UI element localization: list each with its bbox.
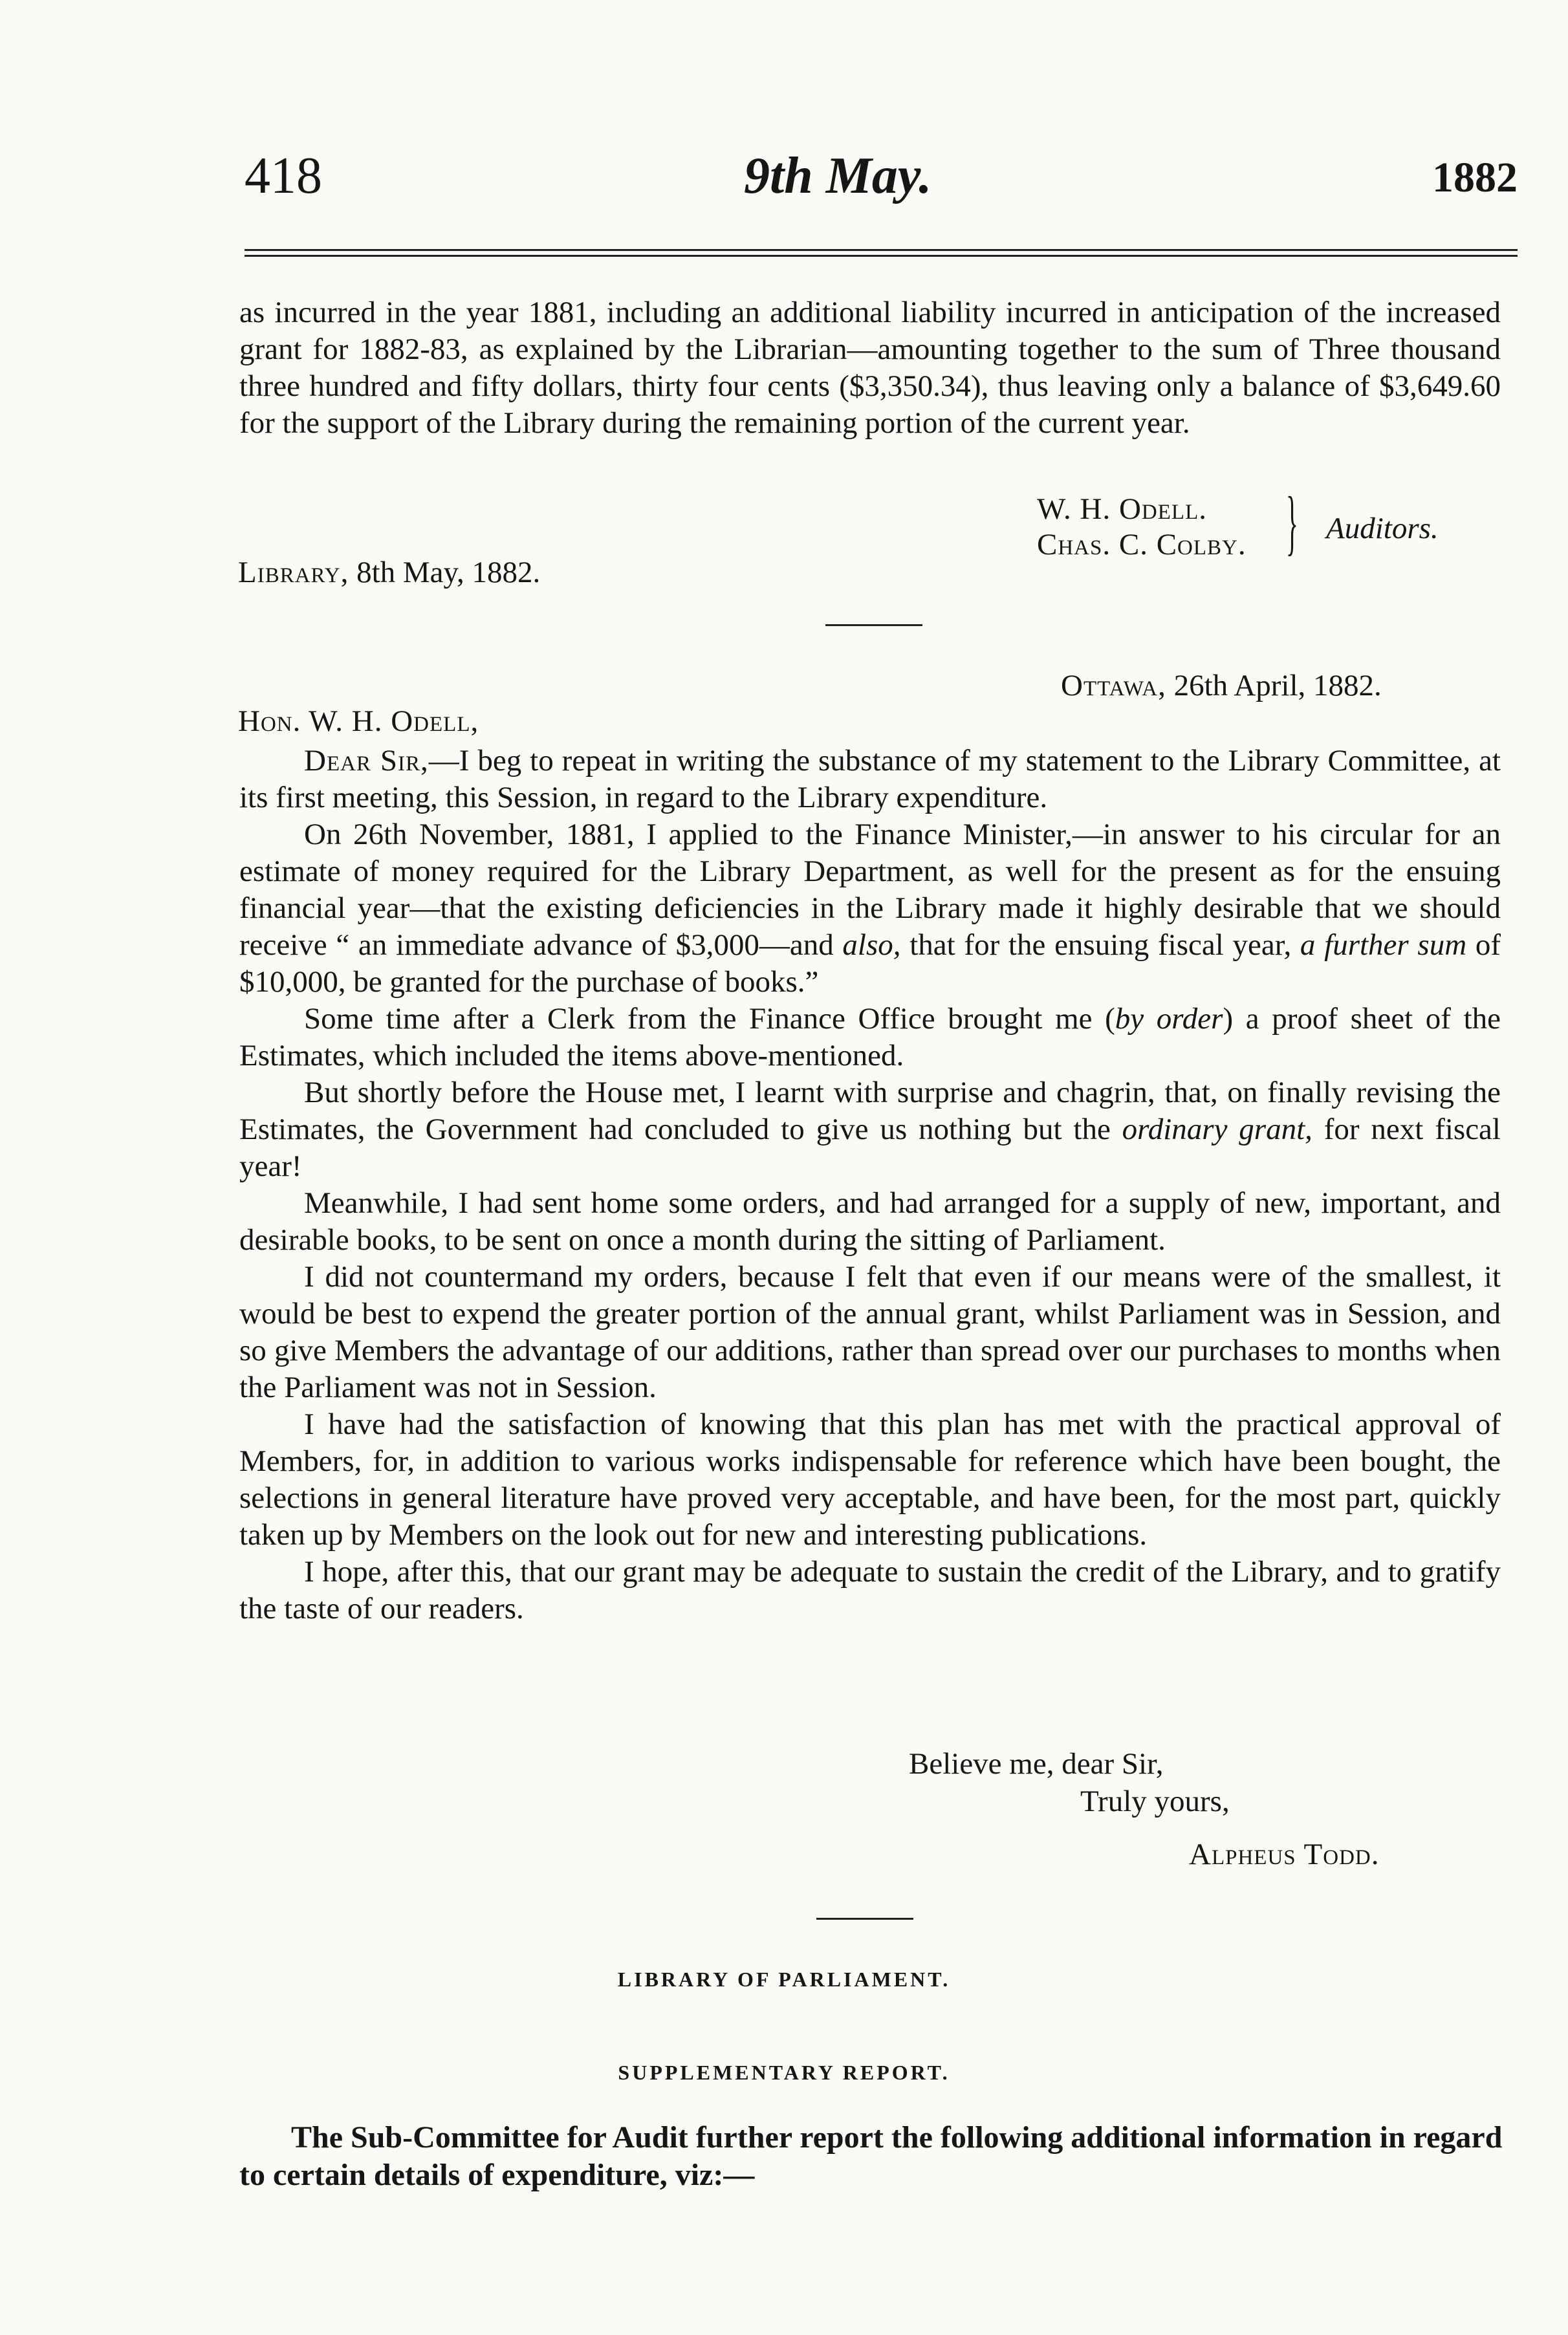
letter-salutation: Dear Sir, (304, 744, 429, 777)
letter-paragraph-1 (239, 743, 1501, 816)
header-rule-top (245, 249, 1518, 251)
p4-part-b: for next fiscal year! (239, 1113, 1501, 1183)
letter-paragraph-6: I did not countermand my orders, because I felt that even if our means were of the smallest, it would be best to expend the greater portion of the annual grant, whilst Parliament was in Session, and so give Members the advantage of our additions, rather than spread over our purchases to months when the Parliament was not in Session. (239, 1260, 1501, 1404)
letter-paragraph-8: I hope, after this, that our grant may be adequate to sustain the credit of the Library, and to gratify the taste of our readers. (239, 1555, 1501, 1625)
p3-by-order: by order (1115, 1002, 1223, 1036)
letter-dateline (1061, 668, 1382, 703)
page-number: 418 (245, 147, 322, 204)
p2-further-sum: a further sum (1300, 928, 1467, 962)
p2-also: also, (842, 928, 901, 962)
section-divider-1 (825, 624, 922, 626)
letter-closing-1: Believe me, dear Sir, (909, 1747, 1164, 1781)
letter-date: 26th April, 1882. (1173, 669, 1382, 702)
letter-paragraph-7: I have had the satisfaction of knowing that this plan has met with the practical approval of Members, for, in addition to various works indispensable for reference which have been bought, the selections in general literature have proved very acceptable, and have been, for the most part, quickly taken up by Members on the look out for new and interesting publications. (239, 1407, 1501, 1552)
page-date-heading: 9th May. (744, 147, 932, 204)
auditor-names (1037, 492, 1247, 563)
library-dateline-date: 8th May, 1882. (356, 556, 541, 589)
letter-paragraph-4 (239, 1074, 1501, 1185)
auditor-odell: W. H. Odell. (1037, 492, 1207, 526)
p3-part-a: Some time after a Clerk from the Finance Office brought me ( (304, 1002, 1115, 1036)
letter-recipient: Hon. W. H. Odell, (238, 704, 479, 738)
auditors-label: Auditors. (1326, 512, 1439, 545)
letter-closing-2: Truly yours, (1080, 1785, 1230, 1818)
audit-paragraph-text: as incurred in the year 1881, including an additional liability incurred in anticipation of the increased grant for 1882-83, as explained by the Librarian—amounting together to the sum of Three thousand three hundred and fifty dollars, thirty four cents ($3,350.34), thus leaving only a balance of $3,649.60 for the support of the Library during the remaining portion of the current year. (239, 296, 1501, 440)
library-dateline (238, 555, 540, 590)
letter-paragraph-3 (239, 1001, 1501, 1074)
p4-part-a: But shortly before the House met, I learnt with surprise and chagrin, that, on finally revising the Estimates, the Government had concluded to give us nothing but the (239, 1076, 1501, 1146)
letter-signature: Alpheus Todd. (1189, 1838, 1380, 1871)
letter-paragraph-5: Meanwhile, I had sent home some orders, and had arranged for a supply of new, important, and desirable books, to be sent on once a month during the sitting of Parliament. (239, 1186, 1501, 1257)
auditor-colby: Chas. C. Colby. (1037, 528, 1247, 561)
letter-paragraph-2 (239, 816, 1501, 1001)
letter-body (239, 743, 1501, 1627)
header-rule-bottom (245, 255, 1518, 257)
p2-part-b: that for the ensuing fiscal year, (900, 928, 1300, 962)
library-dateline-prefix: Library, (238, 556, 349, 589)
section-title: LIBRARY OF PARLIAMENT. (617, 1968, 951, 1991)
letter-place: Ottawa, (1061, 669, 1166, 702)
section-subtitle: SUPPLEMENTARY REPORT. (618, 2061, 950, 2084)
audit-paragraph (239, 294, 1501, 442)
supplementary-paragraph: The Sub-Committee for Audit further report the following additional information in regard to certain details of expenditure, viz:— (239, 2120, 1503, 2192)
page-year: 1882 (1432, 154, 1518, 201)
section-divider-2 (816, 1918, 913, 1920)
auditors-brace: } (1286, 483, 1298, 563)
p3-part-b: ) a proof sheet of the Estimates, which included the items above-mentioned. (239, 1002, 1501, 1072)
p2-part-c: of $10,000, be granted for the purchase of books.” (239, 928, 1501, 999)
p2-part-a: On 26th November, 1881, I applied to the Finance Minister,—in answer to his circular for an estimate of money required for the Library Department, as well for the present as for the ensuing financial year—that the existing deficiencies in the Library made it highly desirable that we should receive “ an immediate advance of $3,000—and (239, 818, 1501, 962)
p4-ordinary-grant: ordinary grant, (1122, 1113, 1312, 1146)
letter-opening: —I beg to repeat in writing the substance of my statement to the Library Committee, at its first meeting, this Session, in regard to the Library expenditure. (239, 744, 1501, 814)
